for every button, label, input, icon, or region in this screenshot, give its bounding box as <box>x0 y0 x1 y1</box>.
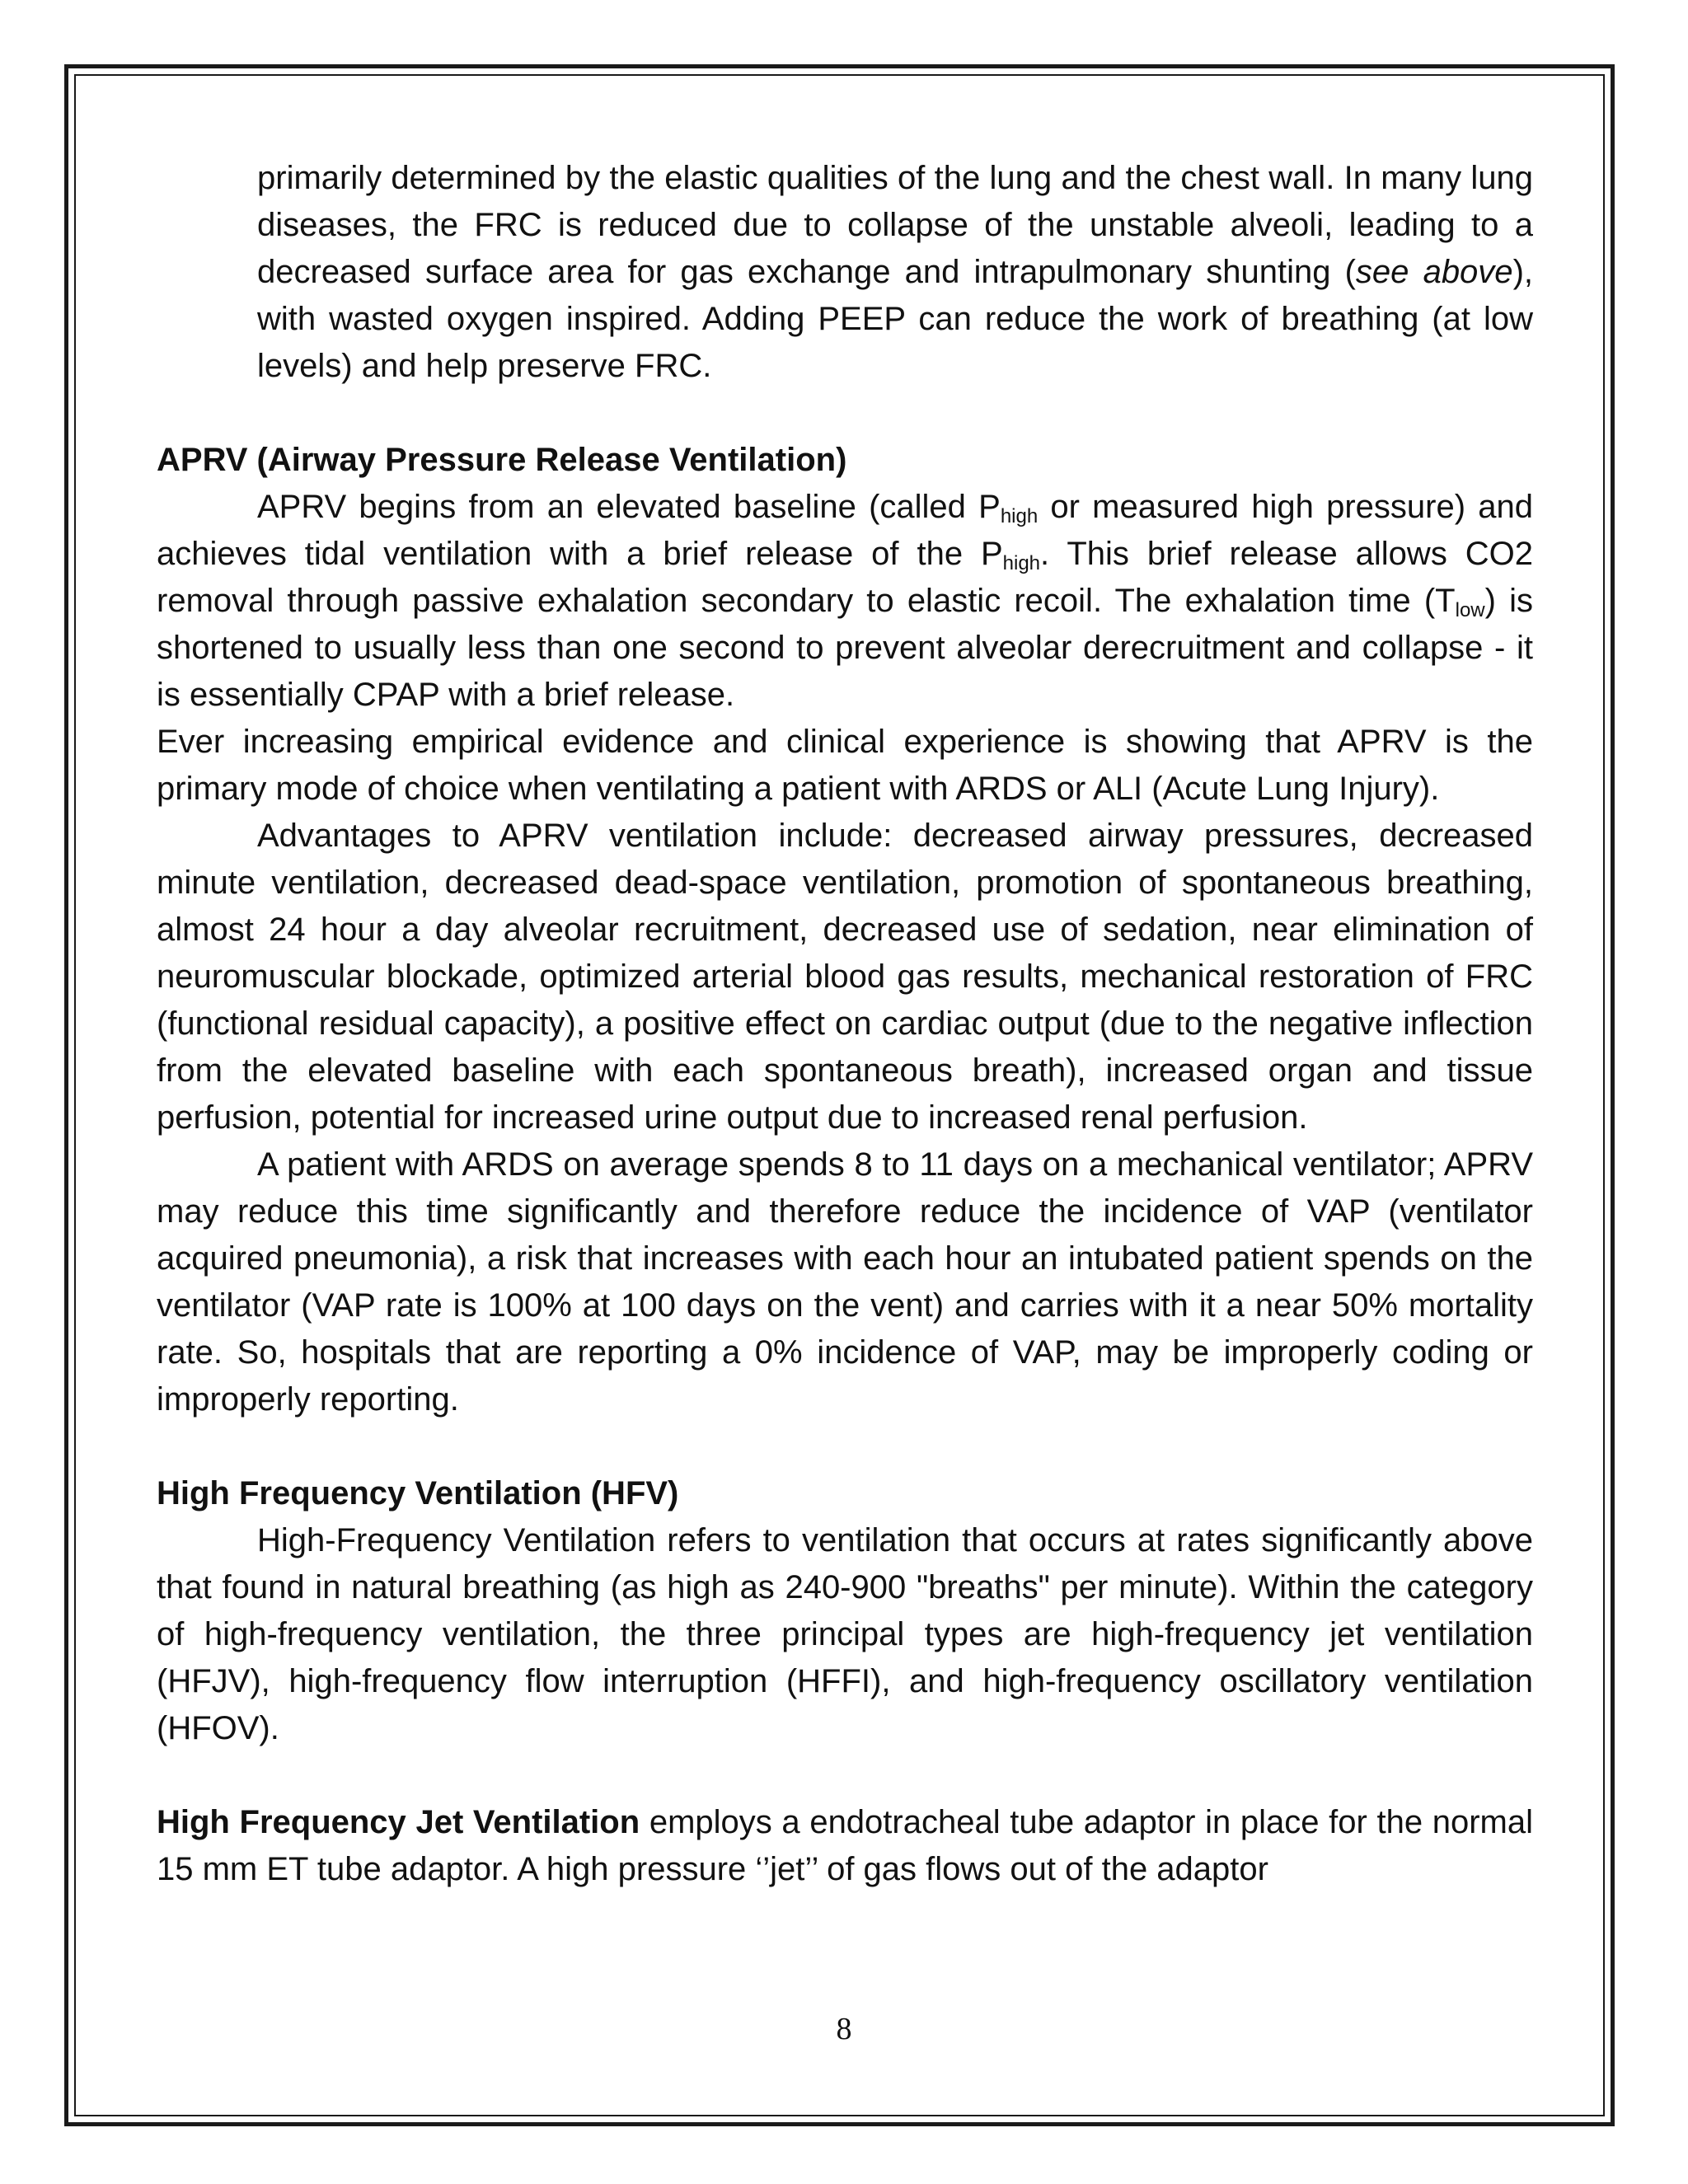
intro-text-2: ), with wasted oxygen inspired. Adding PEEP can reduce the work of breathing (at low levels) and help preserve FRC. <box>257 254 1533 384</box>
intro-text-1: primarily determined by the elastic qualities of the lung and the chest wall. In many lung diseases, the FRC is reduced due to collapse of the unstable alveoli, leading to a decreased surface area for gas exchange and intrapulmonary shunting ( <box>257 160 1533 290</box>
aprv-p1-subscript-1: high <box>1000 505 1039 527</box>
aprv-paragraph-2: Ever increasing empirical evidence and clinical experience is showing that APRV is the primary mode of choice when ventilating a patient with ARDS or ALI (Acute Lung Injury). <box>157 724 1533 807</box>
spacer <box>157 1752 1533 1799</box>
hfjv-paragraph <box>157 1799 1533 1893</box>
hfjv-text: employs a endotracheal tube adaptor in place for the normal 15 mm ET tube adaptor. A high pressure ‘’jet’’ of gas flows out of the adaptor <box>157 1804 1533 1887</box>
aprv-paragraph-4: A patient with ARDS on average spends 8 to 11 days on a mechanical ventilator; APRV may reduce this time significantly and therefore reduce the incidence of VAP (ventilator acquired pneumonia), a risk that increases with each hour an intubated patient spends on the ventilator (VAP rate is 100% at 100 days on the vent) and carries with it a near 50% mortality rate. So, hospitals that are reporting a 0% incidence of VAP, may be improperly coding or improperly reporting. <box>157 1146 1533 1418</box>
hfv-paragraph-1: High-Frequency Ventilation refers to ventilation that occurs at rates significantly above that found in natural breathing (as high as 240-900 "breaths" per minute). Within the category of high-frequency ventilation, the three principal types are high-frequency jet ventilation (HFJV), high-frequency flow interruption (HFFI), and high-frequency oscillatory ventilation (HFOV). <box>157 1522 1533 1746</box>
intro-italic-text: see above <box>1355 254 1513 290</box>
page-number: 8 <box>836 2012 852 2046</box>
aprv-p1-text-3: . This brief release allows CO2 removal through passive exhalation secondary to elastic recoil. The exhalation time (T <box>157 536 1533 619</box>
hfjv-bold-lead: High Frequency Jet Ventilation <box>157 1804 640 1840</box>
aprv-p1-text-1: APRV begins from an elevated baseline (called P <box>257 489 1001 525</box>
aprv-p1-text-4: ) is shortened to usually less than one second to prevent alveolar derecruitment and collapse - it is essentially CPAP with a brief release. <box>157 583 1533 713</box>
aprv-p1-subscript-3: low <box>1455 599 1485 621</box>
hfv-heading: High Frequency Ventilation (HFV) <box>157 1475 679 1511</box>
intro-paragraph <box>257 155 1533 390</box>
aprv-heading: APRV (Airway Pressure Release Ventilation) <box>157 442 847 478</box>
aprv-p1-text-2: or measured high pressure) and achieves tidal ventilation with a brief release of the P <box>157 489 1534 572</box>
document-body <box>157 155 1533 1893</box>
aprv-paragraph-1 <box>157 484 1533 719</box>
aprv-p1-subscript-2: high <box>1002 552 1041 574</box>
spacer <box>157 390 1533 437</box>
spacer <box>157 1423 1533 1470</box>
aprv-paragraph-3: Advantages to APRV ventilation include: decreased airway pressures, decreased minute ventilation, decreased dead-space ventilation, promotion of spontaneous breathing, almost 24 hour a day alveolar recruitment, decreased use of sedation, near elimination of neuromuscular blockade, optimized arterial blood gas results, mechanical restoration of FRC (functional residual capacity), a positive effect on cardiac output (due to the negative inflection from the elevated baseline with each spontaneous breath), increased organ and tissue perfusion, potential for increased urine output due to increased renal perfusion. <box>157 818 1533 1136</box>
